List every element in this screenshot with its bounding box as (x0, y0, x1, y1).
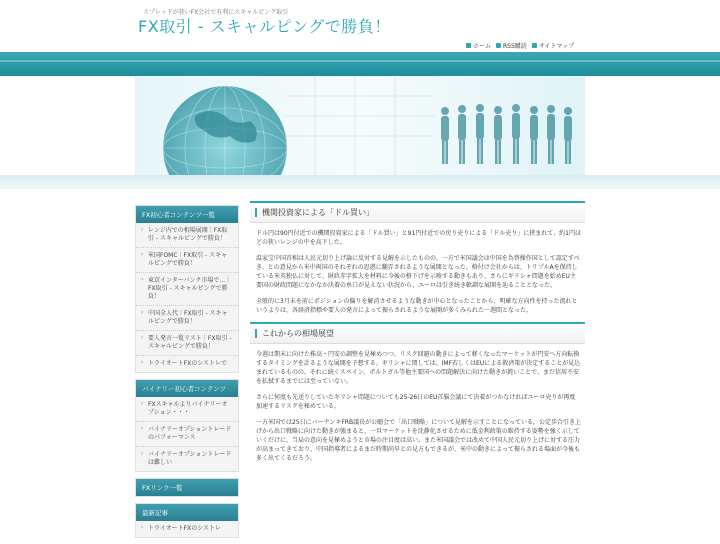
article-paragraph: 一方米国では25日にバーナンキFRB議長が公聴会で「出口戦略」について見解を示すことになっている。公定歩合引き上げから出口戦略に向けた動きが強まると、一旦マーケットを沈静化させるために低金利政策の維持する姿勢を強く示していくだけに、当局の意向を見極めようと市場の注目度は高い。また米国議会では改めて中国人民元切り上げに対する圧力が高まってきており、中国指導者によるまだ時期尚早との見方もできるが、米中の動きによって振らされる場面が今後も多く出てくるだろう。 (256, 419, 581, 462)
article-paragraph: ドル円は90円付近での機関投資家による「ドル買い」と91円付近での戻り売りによる「ドル売り」に挟まれて、約1円ほどの狭いレンジの中を高下した。 (256, 230, 581, 246)
header-banner-image (135, 76, 585, 175)
article-paragraph: 今週は期末に向けた株高・円安の調整を見極めつつ、リスク回避の動きによって軽くなったマーケットが円安へ方向転換するタイミングを計るような展開を予想する。ギリシャに関しては、IMF若しくはEUによる救済策が決定することが見込まれているものの、それに続くスペイン、ポルトガル等他主要国への問題解決に向けた動きが鈍いことで、まだ信用不安を払拭するまでには至っていない。 (256, 351, 581, 385)
sidebar-box-title: バイナリー初心者コンテンツ (136, 380, 238, 397)
sidebar-box-fx-beginner (135, 205, 239, 373)
banner-bottom-band (0, 175, 720, 189)
sidebar-box-recent (135, 503, 239, 538)
article-paragraph: 温家宝中国首相は人民元切り上げ論に反対する見解を示したものの、一方で米国議会は中国を為替操作国として認定すべき、との意見から米中両国のそれぞれの思惑に翻弄されるような展開となった。格付け会社からは、トリプルAを保持している米英独仏に対して、財政赤字拡大を材料に今後の格下げを示唆する動きもあり、さらにギリシャ問題を始めEU主要国の財政問題になかなか決着の糸口が見えない状況から、ユーロは引き続き軟調な展開を辿ることとなった。 (256, 255, 580, 289)
sidebar-link[interactable]: › トライオートFXのシストレ (136, 521, 238, 537)
top-navigation (466, 39, 586, 52)
sidebar-link[interactable]: › FXスキャルよりバイナリーオプション・・・ (136, 397, 238, 422)
globe-and-people-illustration (135, 76, 585, 175)
sidebar-link[interactable]: › 中国全人代｜FX取引 - スキャルピングで勝負！ (136, 306, 238, 331)
sidebar-box-links (135, 478, 239, 497)
sidebar (135, 205, 239, 544)
sidebar-box-title: FX初心者コンテンツ一覧 (136, 206, 238, 223)
sidebar-link[interactable]: › 要人発言一覧リスト｜FX取引 - スキャルピングで勝負！ (136, 331, 238, 356)
rss-icon (496, 43, 501, 48)
sidebar-link[interactable]: › 東京インターバンク市場で...｜FX取引 - スキャルピングで勝負！ (136, 273, 238, 306)
nav-rss[interactable]: RSS購読 (496, 41, 527, 50)
sidebar-link[interactable]: › レンジ内での相場展開｜FX取引 - スキャルピングで勝負！ (136, 223, 238, 248)
people-silhouettes (441, 104, 572, 164)
article-paragraph: 全般的に3月末を前にポジションの偏りを解消させるような動きが中心となったことから、明確な方向性を持った流れというよりは、各経済指標や要人の発言によって振らされるような展開が多くみられた一週間となった。 (256, 298, 578, 314)
sidebar-link[interactable]: › バイナリーオプショントレードは難しい (136, 447, 238, 471)
nav-home[interactable]: ホーム (466, 41, 491, 50)
home-icon (466, 43, 471, 48)
sidebar-box-title: FXリンク一覧 (136, 479, 238, 496)
main-content (250, 201, 585, 470)
nav-sitemap[interactable]: サイトマップ (532, 41, 574, 50)
section-title: 機関投資家による「ドル買い」 (250, 201, 585, 223)
header-band (0, 52, 720, 76)
sidebar-box-title: 最新記事 (136, 504, 238, 521)
section-title: これからの相場展望 (250, 322, 585, 344)
site-title[interactable]: FX取引 - スキャルピングで勝負！ (138, 17, 391, 36)
header-band-line (0, 60, 720, 62)
sidebar-link[interactable]: › トライオートFXのシストレで (136, 356, 238, 372)
sidebar-box-binary (135, 379, 239, 472)
site-tagline: スプレッドが狭いFX会社で有利にスキャルピング取引 (143, 9, 289, 16)
sitemap-icon (532, 43, 537, 48)
article-paragraph: さらに何度も先送りしていたギリシャ問題についても25-26日のEU首脳会議にて決着がつかなければユーロ売りが再度加速するリスクを秘めている。 (256, 394, 576, 410)
sidebar-link[interactable]: › バイナリーオプショントレードのパフォーマンス (136, 422, 238, 447)
sidebar-link[interactable]: › 米国FOMC｜FX取引 - スキャルピングで勝負！ (136, 248, 238, 273)
